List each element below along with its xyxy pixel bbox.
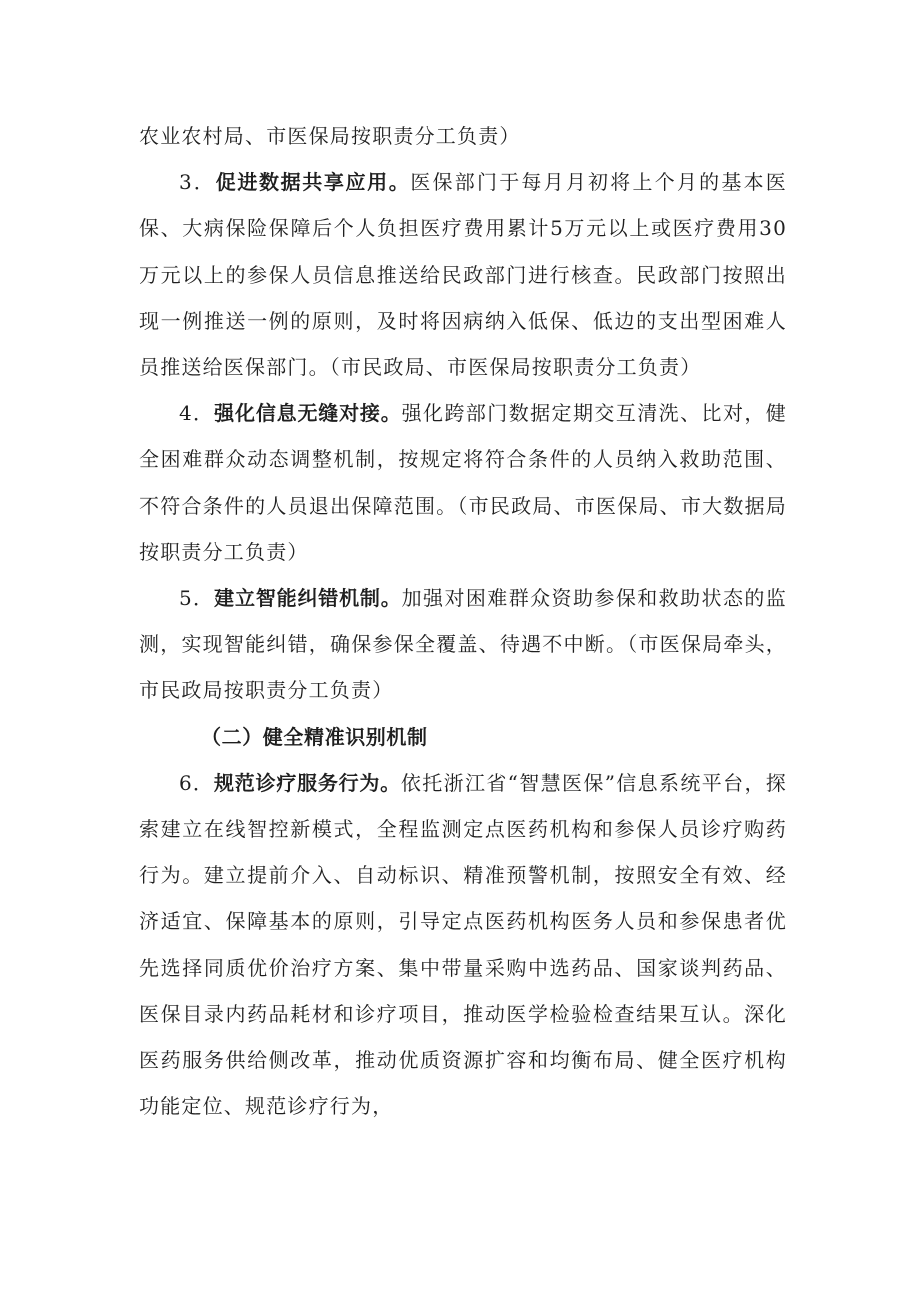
paragraph-item-5	[139, 575, 787, 714]
paragraph-text: 加强对困难群众资助参保和救助状态的监测，实现智能纠错，确保参保全覆盖、待遇不中断。（市医保局牵头，市民政局按职责分工负责）	[139, 586, 787, 703]
item-number: 4．	[179, 401, 215, 426]
paragraph-text: 依托浙江省“智慧医保”信息系统平台，探索建立在线智控新模式，全程监测定点医药机构和参保人员诊疗购药行为。建立提前介入、自动标识、精准预警机制，按照安全有效、经济适宜、保障基本的原则，引导定点医药机构医务人员和参保患者优先选择同质优价治疗方案、集中带量采购中选药品、国家谈判药品、医保目录内药品耗材和诊疗项目，推动医学检验检查结果互认。深化医药服务供给侧改革，推动优质资源扩容和均衡布局、健全医疗机构功能定位、规范诊疗行为，	[139, 770, 788, 1119]
paragraph-item-4	[139, 390, 787, 575]
item-heading: 强化信息无缝对接。	[214, 401, 402, 426]
paragraph-item-3	[139, 159, 787, 390]
item-heading: 建立智能纠错机制。	[214, 586, 402, 611]
paragraph-continuation	[139, 113, 787, 159]
item-heading: 促进数据共享应用。	[215, 170, 411, 195]
section-heading: （二）健全精准识别机制	[201, 724, 428, 749]
item-number: 6．	[179, 770, 215, 795]
paragraph-text: 强化跨部门数据定期交互清洗、比对，健全困难群众动态调整机制，按规定将符合条件的人员纳入救助范围、不符合条件的人员退出保障范围。（市民政局、市医保局、市大数据局按职责分工负责）	[139, 401, 787, 564]
document-body	[139, 113, 787, 1129]
paragraph-text: 农业农村局、市医保局按职责分工负责）	[139, 124, 521, 148]
paragraph-item-6	[139, 760, 787, 1130]
item-number: 5．	[179, 586, 215, 611]
item-heading: 规范诊疗服务行为。	[214, 770, 401, 795]
paragraph-text: 医保部门于每月月初将上个月的基本医保、大病保险保障后个人负担医疗费用累计5万元以上或医疗费用30万元以上的参保人员信息推送给民政部门进行核查。民政部门按照出现一例推送一例的原则，及时将因病纳入低保、低边的支出型困难人员推送给医保部门。（市民政局、市医保局按职责分工负责）	[139, 170, 787, 380]
item-number: 3．	[179, 170, 216, 195]
